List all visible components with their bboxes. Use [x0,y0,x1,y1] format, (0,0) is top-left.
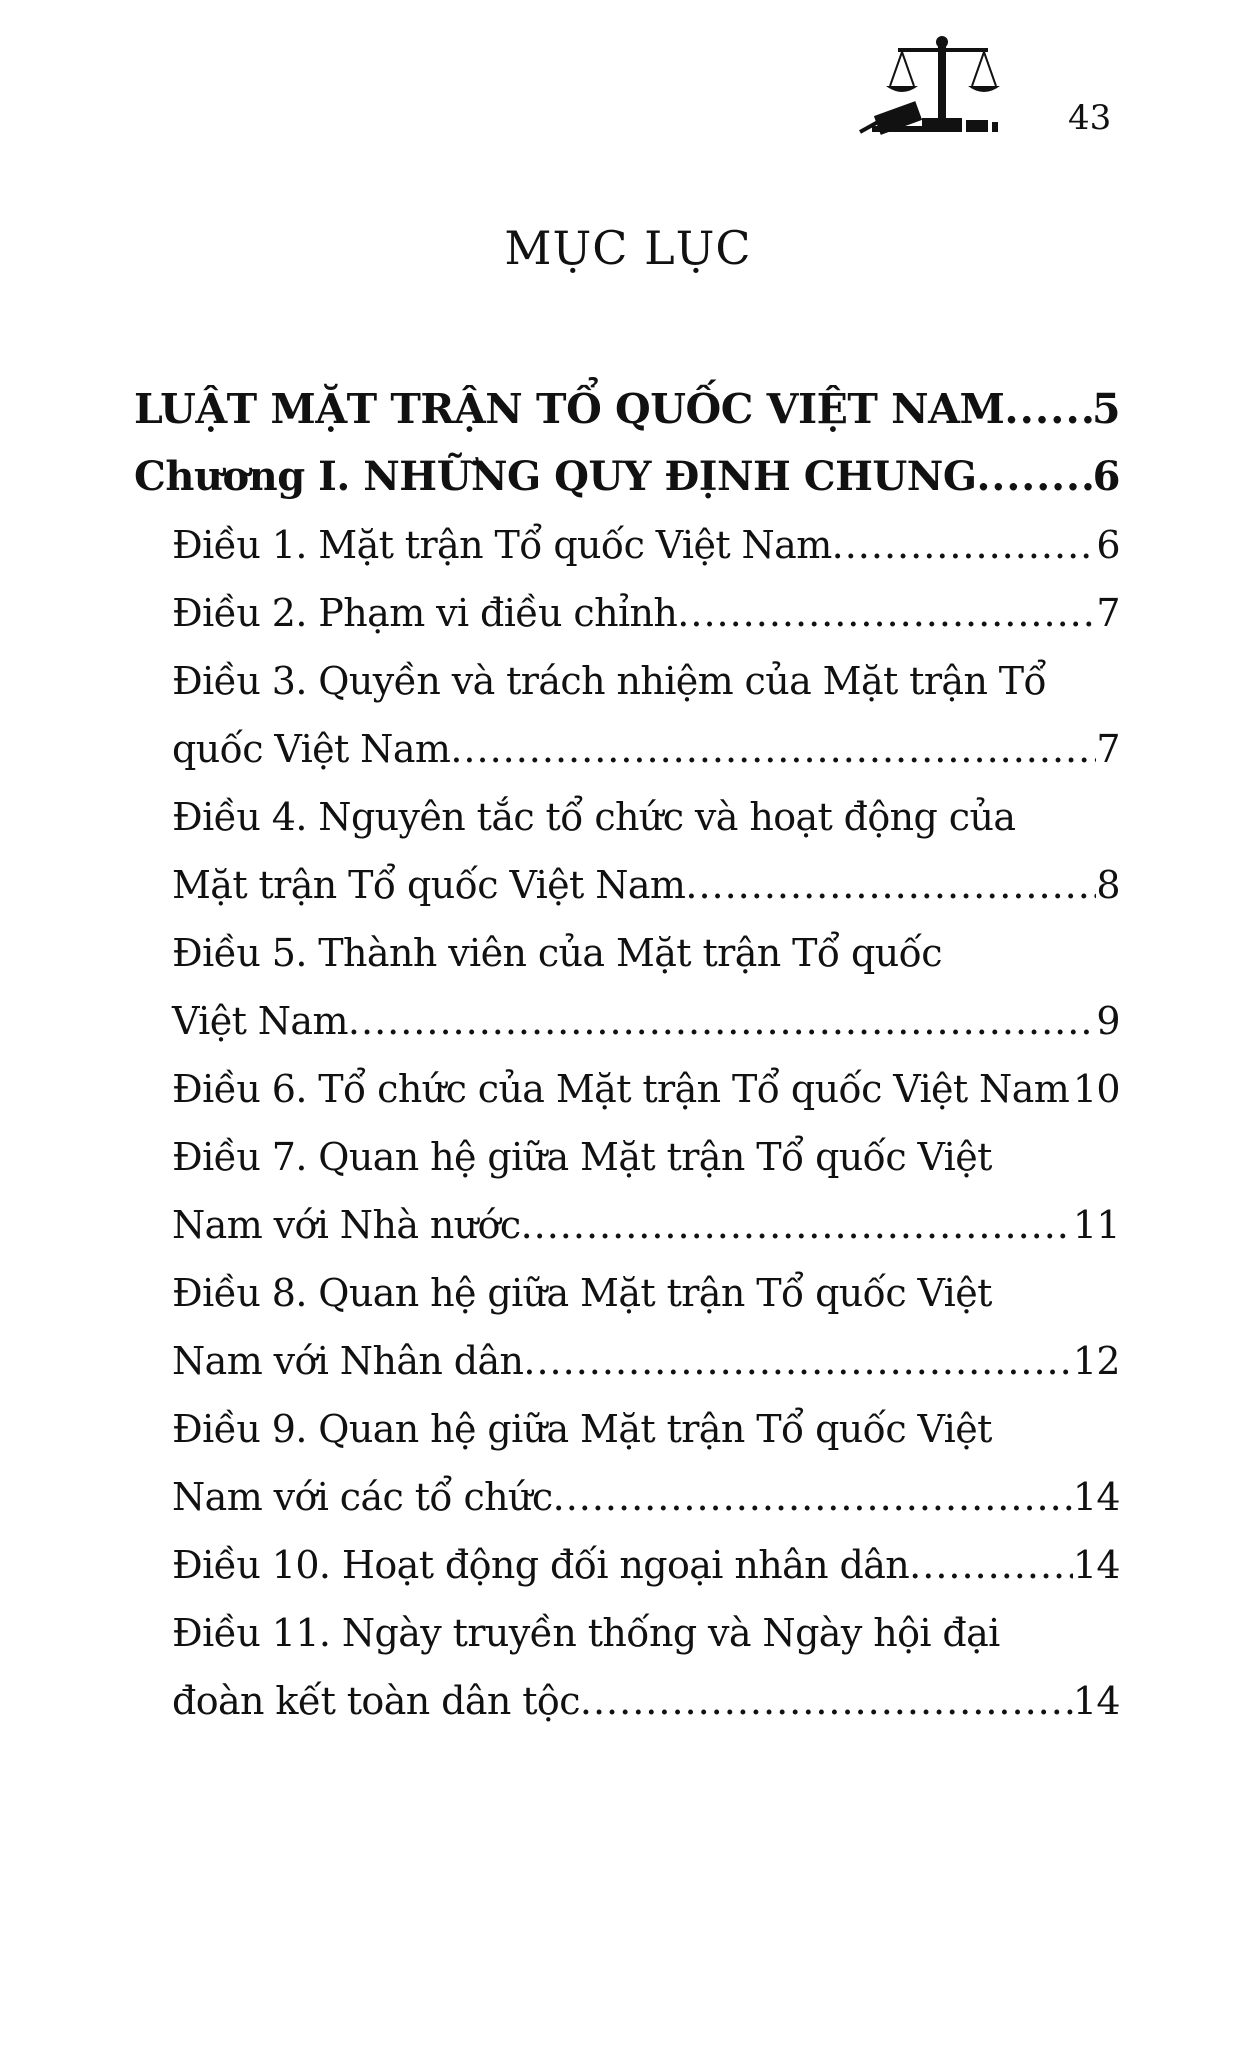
dot-leader [832,511,1097,579]
toc-entry-article[interactable] [134,1123,1120,1259]
toc-entry-article[interactable] [134,1395,1120,1531]
toc-entry-label-continued: Nam với các tổ chức [172,1475,553,1519]
table-of-contents [134,375,1120,1735]
toc-entry-article[interactable] [134,647,1120,783]
toc-page-number: 8 [1096,863,1120,907]
page-number: 43 [1068,98,1112,138]
toc-entry-label: Điều 1. Mặt trận Tổ quốc Việt Nam [172,523,832,567]
dot-leader [677,579,1096,647]
scales-of-justice-and-gavel-icon [852,28,1022,140]
toc-entry-label: Điều 6. Tổ chức của Mặt trận Tổ quốc Việt Nam [172,1067,1070,1111]
dot-leader [1004,375,1092,443]
toc-entry-book[interactable] [134,375,1120,443]
toc-entry-label-continued: quốc Việt Nam [172,727,451,771]
toc-entry-article[interactable] [134,1259,1120,1395]
toc-page-number: 14 [1072,1679,1120,1723]
toc-page-number: 9 [1096,999,1120,1043]
toc-page-number: 7 [1096,727,1120,771]
toc-entry-article[interactable] [134,511,1120,579]
dot-leader [580,1667,1073,1735]
toc-page-number: 7 [1096,591,1120,635]
toc-entry-article[interactable] [134,579,1120,647]
toc-page-number: 6 [1092,453,1120,500]
toc-entry-label: Điều 8. Quan hệ giữa Mặt trận Tổ quốc Việt [172,1271,992,1315]
toc-entry-label: Điều 4. Nguyên tắc tổ chức và hoạt động của [172,795,1016,839]
page-title: MỤC LỤC [504,221,752,275]
dot-leader [450,715,1096,783]
toc-entry-article[interactable] [134,1531,1120,1599]
toc-entry-label: Điều 3. Quyền và trách nhiệm của Mặt trận Tổ [172,659,1047,703]
dot-leader [553,1463,1073,1531]
toc-entry-label-continued: đoàn kết toàn dân tộc [172,1679,580,1723]
toc-page-number: 5 [1091,385,1120,433]
toc-entry-label: Chương I. NHỮNG QUY ĐỊNH CHUNG [134,453,977,500]
toc-entry-article[interactable] [134,1599,1120,1735]
toc-entry-chapter[interactable] [134,443,1120,511]
toc-entry-label-continued: Việt Nam [172,999,348,1043]
toc-entry-label: Điều 5. Thành viên của Mặt trận Tổ quốc [172,931,942,975]
dot-leader [348,987,1097,1055]
toc-entry-label: Điều 10. Hoạt động đối ngoại nhân dân [172,1543,910,1587]
toc-entry-article[interactable] [134,919,1120,1055]
toc-entry-label-continued: Nam với Nhân dân [172,1339,524,1383]
dot-leader [523,1327,1072,1395]
toc-entry-label: Điều 9. Quan hệ giữa Mặt trận Tổ quốc Việt [172,1407,992,1451]
dot-leader [909,1531,1073,1599]
toc-page-number: 11 [1072,1203,1120,1247]
dot-leader [685,851,1096,919]
toc-entry-label: LUẬT MẶT TRẬN TỔ QUỐC VIỆT NAM [134,385,1005,433]
toc-page-number: 14 [1072,1475,1120,1519]
toc-page-number: 12 [1072,1339,1120,1383]
toc-page-number: 10 [1072,1067,1120,1111]
toc-entry-article[interactable] [134,783,1120,919]
toc-entry-label-continued: Mặt trận Tổ quốc Việt Nam [172,863,686,907]
toc-entry-label: Điều 7. Quan hệ giữa Mặt trận Tổ quốc Việt [172,1135,992,1179]
dot-leader [977,443,1093,511]
toc-page-number: 14 [1072,1543,1120,1587]
dot-leader [521,1191,1073,1259]
toc-entry-label: Điều 2. Phạm vi điều chỉnh [172,591,678,635]
toc-page-number: 6 [1096,523,1120,567]
toc-entry-article[interactable] [134,1055,1120,1123]
toc-entry-label: Điều 11. Ngày truyền thống và Ngày hội đại [172,1611,1000,1655]
toc-entry-label-continued: Nam với Nhà nước [172,1203,521,1247]
